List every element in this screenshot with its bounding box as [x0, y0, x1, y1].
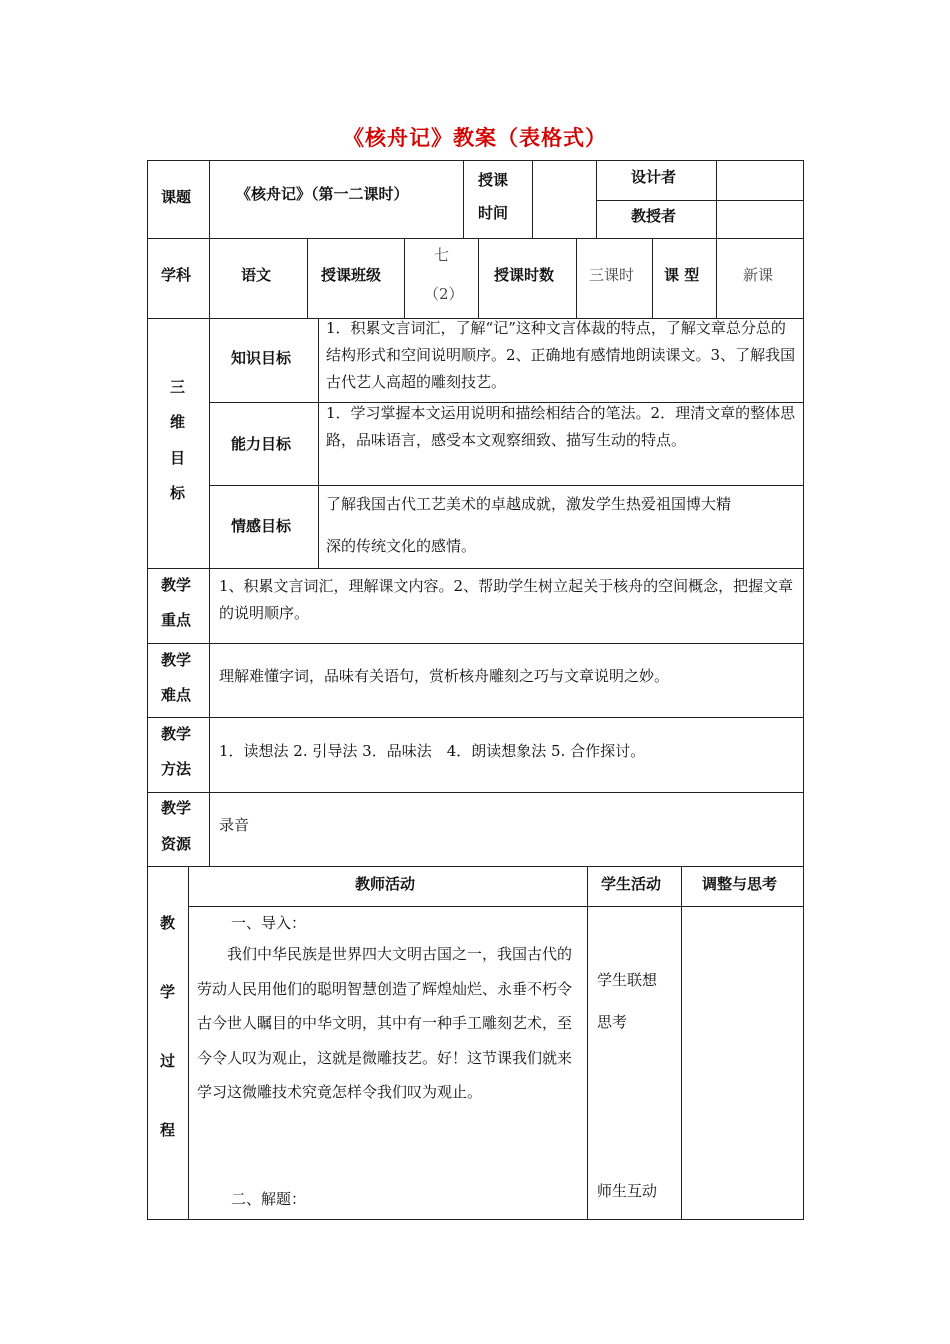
- process-label-char: 程: [160, 1121, 176, 1139]
- col-adjust-reflect: 调整与思考: [702, 875, 778, 893]
- teacher-label: 教授者: [631, 207, 677, 225]
- process-label-char: 教: [160, 914, 176, 932]
- intro-text: 我们中华民族是世界四大文明古国之一，我国古代的劳动人民用他们的聪明智慧创造了辉煌灿烂、永垂不朽令古今世人瞩目的中华文明，其中有一种手工雕刻艺术，至今令人叹为观止，这就是微雕技艺。好！这节课我们就来学习这微雕技术究竟怎样令我们叹为观止。: [197, 945, 573, 1101]
- class-label: 授课班级: [321, 266, 382, 284]
- type-label: 课 型: [664, 266, 700, 284]
- resource-label-1: 教学: [161, 799, 192, 817]
- focus-label-2: 重点: [161, 611, 192, 629]
- process-label-char: 过: [160, 1052, 176, 1070]
- document-title: 《核舟记》教案（表格式）: [343, 125, 607, 150]
- goals-label-char: 目: [170, 449, 186, 467]
- emotion-goal-text-2: 深的传统文化的感情。: [326, 537, 477, 555]
- method-label-2: 方法: [161, 760, 192, 778]
- hours-label: 授课时数: [494, 266, 555, 284]
- designer-label: 设计者: [631, 168, 677, 186]
- subject-label: 学科: [161, 266, 192, 284]
- difficulty-text: 理解难懂字词，品味有关语句，赏析核舟雕刻之巧与文章说明之妙。: [219, 667, 670, 685]
- resource-text: 录音: [219, 816, 250, 834]
- process-label-char: 学: [160, 983, 176, 1001]
- subject-value: 语文: [241, 266, 272, 284]
- topic-value: 《核舟记》（第一二课时）: [236, 185, 409, 203]
- type-value: 新课: [743, 266, 774, 284]
- emotion-goal-label: 情感目标: [231, 517, 292, 535]
- difficulty-label-1: 教学: [161, 651, 192, 669]
- ability-goal-text: 1．学习掌握本文运用说明和描绘相结合的笔法。2．理清文章的整体思路，品味语言，感受本文观察细致、描写生动的特点。: [326, 404, 796, 449]
- focus-text: 1、积累文言词汇，理解课文内容。2、帮助学生树立起关于核舟的空间概念，把握文章的说明顺序。: [219, 577, 794, 622]
- col-student-activity: 学生活动: [601, 875, 662, 893]
- focus-label-1: 教学: [161, 576, 192, 594]
- hours-value: 三课时: [589, 266, 635, 284]
- method-text: 1．读想法 2. 引导法 3．品味法 4．朗读想象法 5. 合作探讨。: [219, 742, 646, 760]
- explain-heading: 二、解题：: [231, 1190, 307, 1208]
- time-label-1: 授课: [478, 171, 509, 189]
- method-label-1: 教学: [161, 725, 192, 743]
- class-value-2: （2）: [424, 285, 464, 303]
- intro-heading: 一、导入：: [231, 914, 307, 932]
- difficulty-label-2: 难点: [161, 686, 192, 704]
- topic-label: 课题: [161, 188, 192, 206]
- goals-label-char: 三: [170, 378, 186, 396]
- knowledge-goal-label: 知识目标: [231, 349, 292, 367]
- class-value-1: 七: [434, 246, 450, 264]
- goals-label-char: 维: [170, 413, 186, 431]
- ability-goal-label: 能力目标: [231, 435, 292, 453]
- goals-label-char: 标: [170, 484, 186, 502]
- student-activity-1a: 学生联想: [597, 971, 658, 989]
- resource-label-2: 资源: [161, 835, 192, 853]
- col-teacher-activity: 教师活动: [355, 875, 416, 893]
- knowledge-goal-text: 1．积累文言词汇，了解“记”这种文言体裁的特点，了解文章总分总的结构形式和空间说明顺序。2、正确地有感情地朗读课文。3、了解我国古代艺人高超的雕刻技艺。: [326, 319, 796, 391]
- time-label-2: 时间: [478, 204, 509, 222]
- emotion-goal-text-1: 了解我国古代工艺美术的卓越成就，激发学生热爱祖国博大精: [326, 495, 732, 513]
- student-activity-2: 师生互动: [597, 1182, 658, 1200]
- student-activity-1b: 思考: [597, 1013, 628, 1031]
